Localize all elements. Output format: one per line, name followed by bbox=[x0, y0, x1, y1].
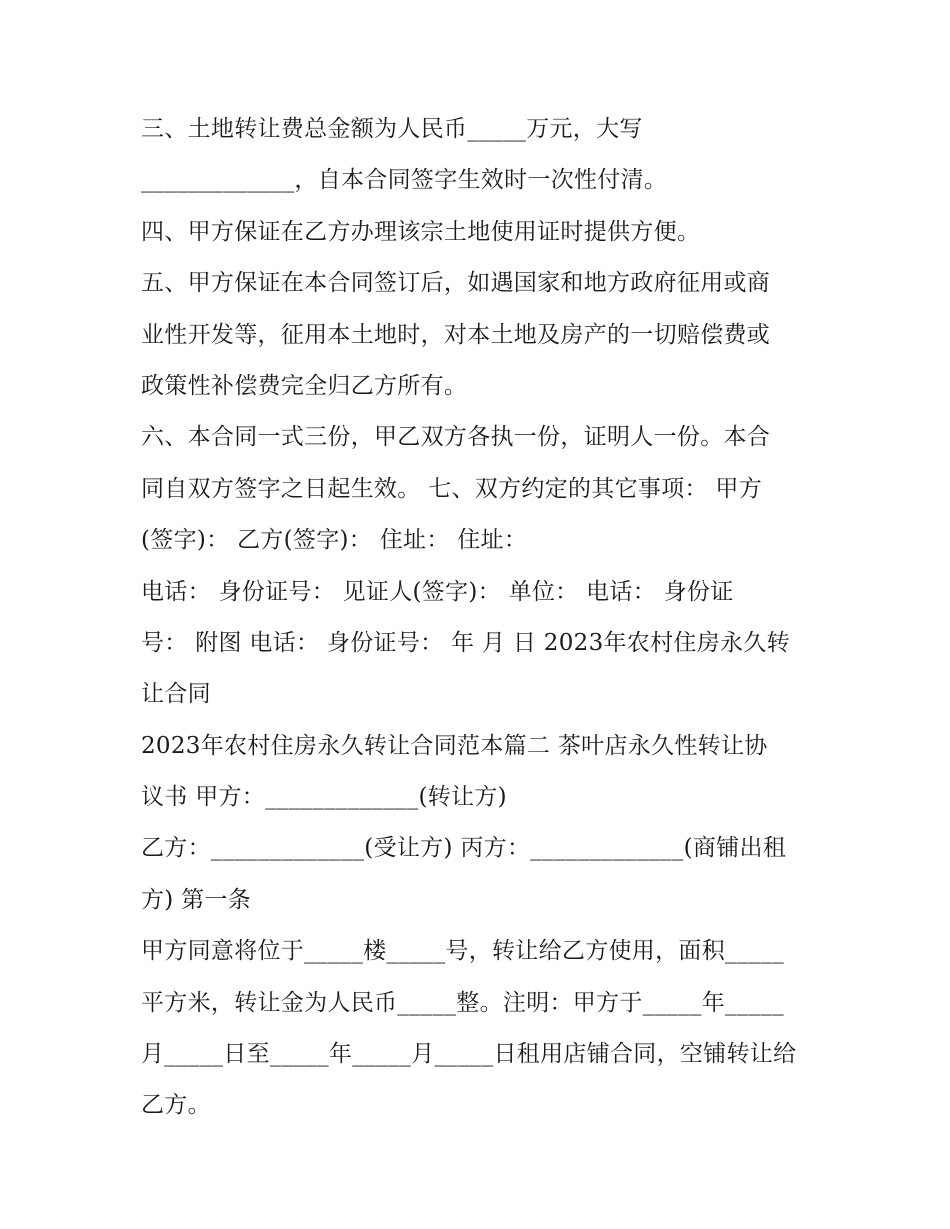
text-line: 六、本合同一式三份，甲乙双方各执一份，证明人一份。本合 bbox=[141, 424, 771, 451]
text-line: 政策性补偿费完全归乙方所有。 bbox=[141, 372, 468, 399]
text-line: 乙方：_____________(受让方) 丙方：_____________(商铺出租 bbox=[141, 835, 787, 862]
text-line: 五、甲方保证在本合同签订后，如遇国家和地方政府征用或商 bbox=[141, 270, 771, 297]
text-line: 议书 甲方：_____________(转让方) bbox=[141, 784, 507, 811]
text-line: 2023年农村住房永久转让合同范本篇二 茶叶店永久性转让协 bbox=[141, 732, 768, 759]
text-line: 电话： 身份证号： 见证人(签字)： 单位： 电话： 身份证 bbox=[141, 578, 734, 605]
text-line: 三、土地转让费总金额为人民币_____万元，大写 bbox=[141, 116, 643, 142]
text-line: _____________，自本合同签字生效时一次性付清。 bbox=[141, 167, 668, 194]
text-line: 同自双方签字之日起生效。 七、双方约定的其它事项： 甲方 bbox=[141, 475, 763, 502]
text-line: 让合同 bbox=[141, 681, 211, 708]
text-line: 平方米，转让金为人民币_____整。注明：甲方于_____年_____ bbox=[141, 989, 784, 1016]
text-line: 四、甲方保证在乙方办理该宗土地使用证时提供方便。 bbox=[141, 218, 701, 245]
text-line: 号： 附图 电话： 身份证号： 年 月 日 2023年农村住房永久转 bbox=[141, 629, 790, 656]
text-line: 方) 第一条 bbox=[141, 886, 252, 913]
text-line: 乙方。 bbox=[141, 1092, 211, 1119]
document-body bbox=[141, 104, 821, 1132]
text-line: (签字)： 乙方(签字)： 住址： 住址： bbox=[141, 527, 528, 554]
text-line: 业性开发等，征用本土地时，对本土地及房产的一切赔偿费或 bbox=[141, 321, 771, 348]
text-line: 甲方同意将位于_____楼_____号，转让给乙方使用，面积_____ bbox=[141, 938, 784, 965]
text-line: 月_____日至_____年_____月_____日租用店铺合同，空铺转让给 bbox=[141, 1041, 797, 1068]
